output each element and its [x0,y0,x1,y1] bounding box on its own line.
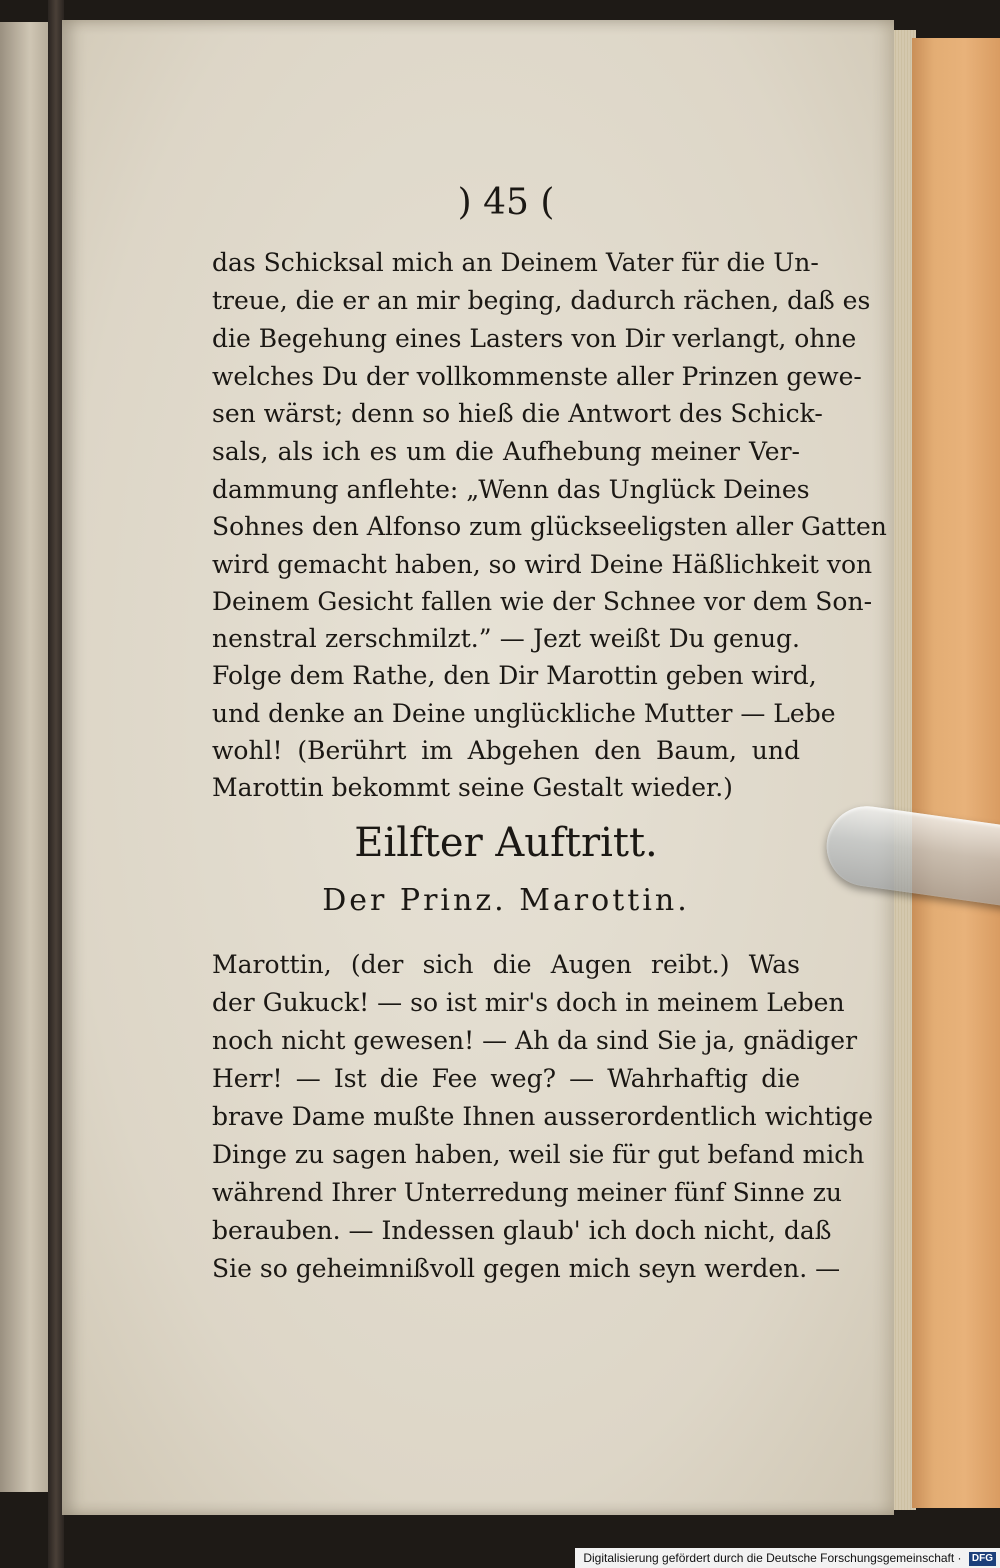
text-line: brave Dame mußte Ihnen ausserordentlich wichtige [212,1102,874,1131]
text-line: Deinem Gesicht fallen wie der Schnee vor dem Son- [212,587,873,616]
text-line: der Gukuck! — so ist mir's doch in meinem Leben [212,988,845,1017]
text-line: Folge dem Rathe, den Dir Marottin geben wird, [212,661,817,690]
text-line: Sohnes den Alfonso zum glückseeligsten aller Gatten [212,512,887,541]
scene-title: Eilfter Auftritt. [354,820,658,866]
text-line: wohl! (Berührt im Abgehen den Baum, und [212,736,800,765]
text-line: Marottin bekommt seine Gestalt wieder.) [212,773,733,802]
text-line: wird gemacht haben, so wird Deine Häßlichkeit von [212,550,873,579]
text-line: treue, die er an mir beging, dadurch rächen, daß es [212,286,871,315]
scene-persons: Der Prinz. Marottin. [322,883,690,918]
text-line: Sie so geheimnißvoll gegen mich seyn werden. — [212,1254,841,1283]
text-line: Marottin, (der sich die Augen reibt.) Was [212,950,800,979]
text-line: sen wärst; denn so hieß die Antwort des Schick- [212,399,823,428]
book-page [62,20,894,1515]
dfg-logo: DFG [969,1552,996,1566]
text-line: Dinge zu sagen haben, weil sie für gut befand mich [212,1140,865,1169]
text-line: Herr! — Ist die Fee weg? — Wahrhaftig die [212,1064,800,1093]
text-line: dammung anflehte: „Wenn das Unglück Deines [212,475,810,504]
text-line: noch nicht gewesen! — Ah da sind Sie ja, gnädiger [212,1026,858,1055]
text-line: nenstral zerschmilzt.” — Jezt weißt Du genug. [212,624,800,653]
left-page-edge [0,22,50,1492]
text-line: die Begehung eines Lasters von Dir verlangt, ohne [212,324,857,353]
digitization-credit [575,1548,1000,1568]
text-line: das Schicksal mich an Deinem Vater für die Un- [212,248,819,277]
text-line: während Ihrer Unterredung meiner fünf Sinne zu [212,1178,842,1207]
text-line: berauben. — Indessen glaub' ich doch nicht, daß [212,1216,832,1245]
text-line: und denke an Deine unglückliche Mutter — Lebe [212,699,836,728]
text-line: welches Du der vollkommenste aller Prinzen gewe- [212,362,862,391]
page-number: ) 45 ( [457,182,555,223]
book-cover [912,38,1000,1508]
credit-text: Digitalisierung gefördert durch die Deutsche Forschungsgemeinschaft · [583,1551,962,1565]
text-line: sals, als ich es um die Aufhebung meiner Ver- [212,437,800,466]
